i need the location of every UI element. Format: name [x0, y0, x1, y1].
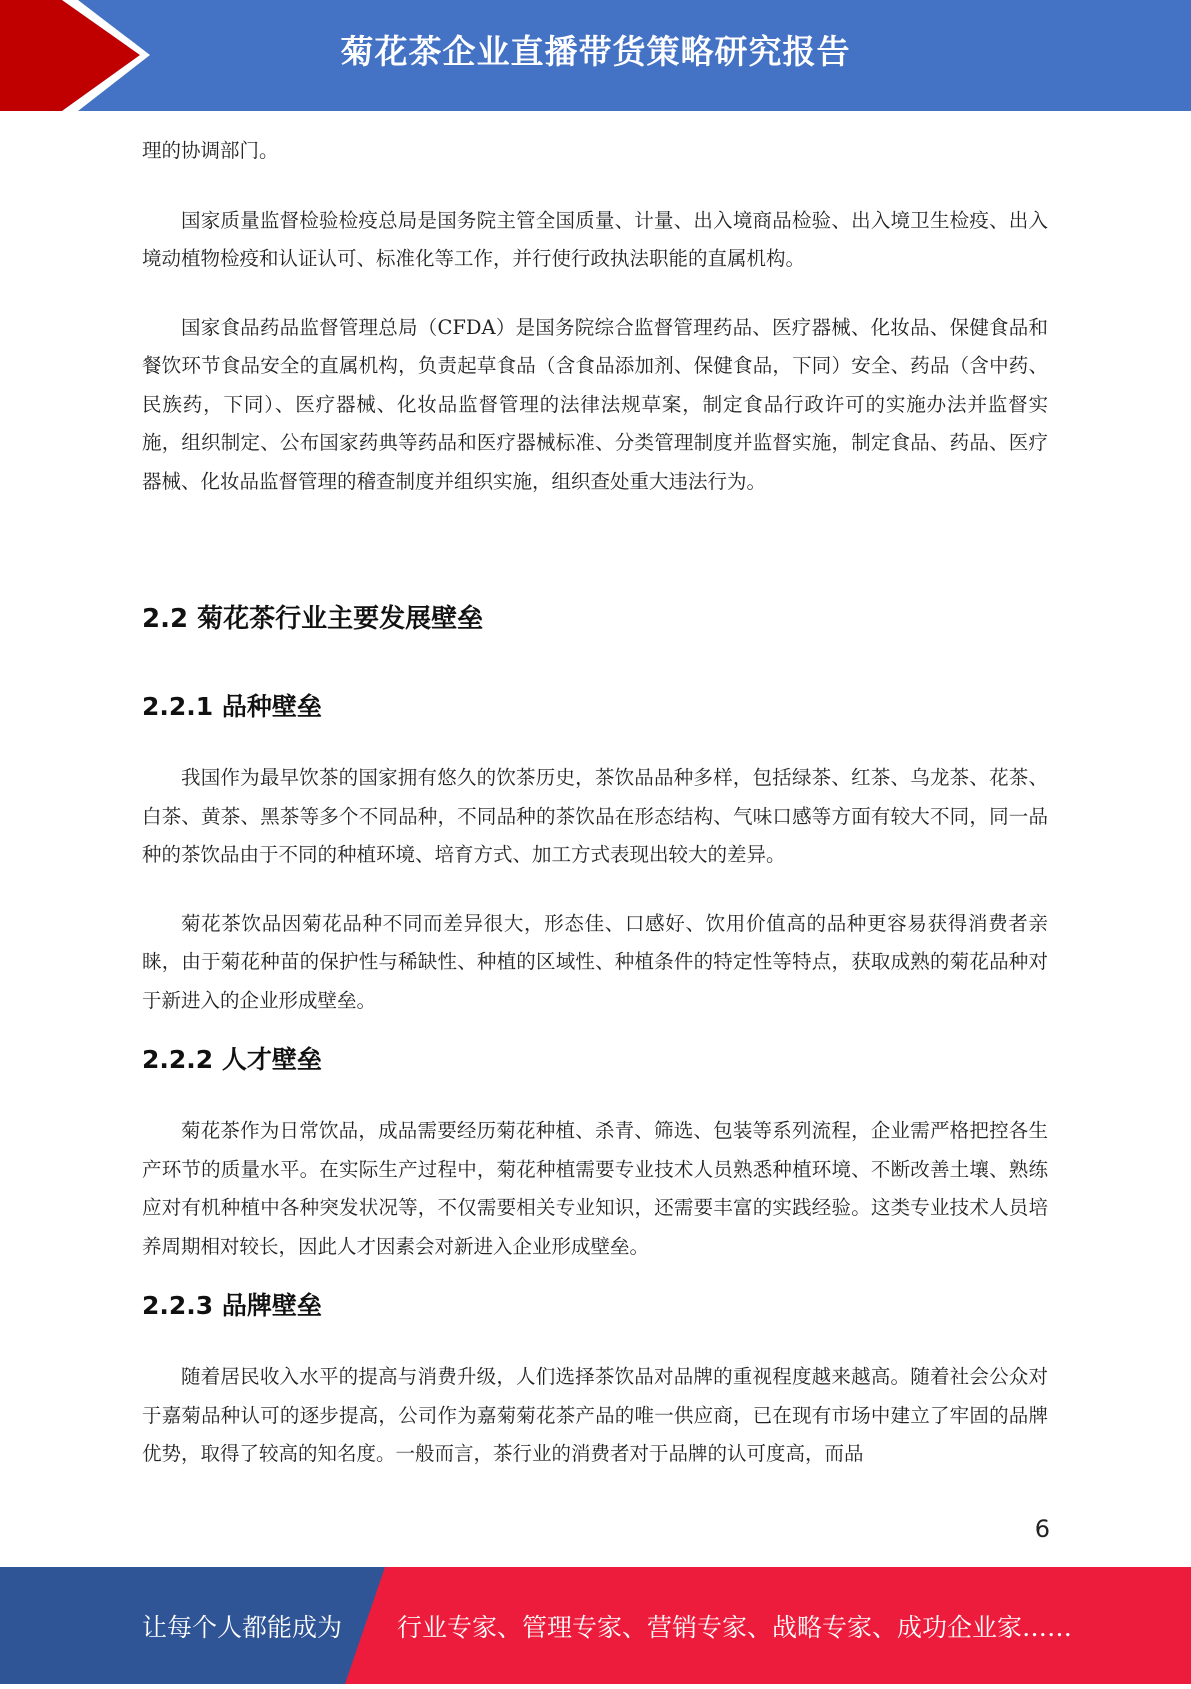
header-title: 菊花茶企业直播带货策略研究报告 [340, 32, 851, 71]
footer-slogan-left: 让每个人都能成为 [142, 1613, 343, 1642]
footer-slogan-right: 行业专家、管理专家、营销专家、战略专家、成功企业家…… [397, 1613, 1073, 1642]
paragraph-variety-1: 我国作为最早饮茶的国家拥有悠久的饮茶历史，茶饮品品种多样，包括绿茶、红茶、乌龙茶、花茶、白茶、黄茶、黑茶等多个不同品种，不同品种的茶饮品在形态结构、气味口感等方面有较大不同，同一品种的茶饮品由于不同的种植环境、培育方式、加工方式表现出较大的差异。 [142, 766, 1048, 866]
paragraph-cfda: 国家食品药品监督管理总局（CFDA）是国务院综合监督管理药品、医疗器械、化妆品、保健食品和餐饮环节食品安全的直属机构，负责起草食品（含食品添加剂、保健食品，下同）安全、药品（含中药、民族药，下同）、医疗器械、化妆品监督管理的法律法规草案，制定食品行政许可的实施办法并监督实施，组织制定、公布国家药典等药品和医疗器械标准、分类管理制度并监督实施，制定食品、药品、医疗器械、化妆品监督管理的稽查制度并组织实施，组织查处重大违法行为。 [142, 315, 1048, 493]
paragraph-talent: 菊花茶作为日常饮品，成品需要经历菊花种植、杀青、筛选、包装等系列流程，企业需严格把控各生产环节的质量水平。在实际生产过程中，菊花种植需要专业技术人员熟悉种植环境、不断改善土壤、熟练应对有机种植中各种突发状况等，不仅需要相关专业知识，还需要丰富的实践经验。这类专业技术人员培养周期相对较长，因此人才因素会对新进入企业形成壁垒。 [142, 1119, 1048, 1258]
page-number: 6 [1034, 1515, 1050, 1543]
paragraph-variety-2: 菊花茶饮品因菊花品种不同而差异很大，形态佳、口感好、饮用价值高的品种更容易获得消费者亲睐，由于菊花种苗的保护性与稀缺性、种植的区域性、种植条件的特定性等特点，获取成熟的菊花品种对于新进入的企业形成壁垒。 [142, 911, 1048, 1012]
paragraph-continued: 理的协调部门。 [142, 139, 279, 162]
section-heading-2-2: 2.2 菊花茶行业主要发展壁垒 [142, 604, 484, 634]
page-header [0, 0, 1191, 111]
paragraph-aqsiq: 国家质量监督检验检疫总局是国务院主管全国质量、计量、出入境商品检验、出入境卫生检疫、出入境动植物检疫和认证认可、标准化等工作，并行使行政执法职能的直属机构。 [142, 208, 1048, 270]
section-heading-2-2-2: 2.2.2 人才壁垒 [142, 1045, 322, 1074]
section-heading-2-2-3: 2.2.3 品牌壁垒 [142, 1291, 322, 1320]
page-content [142, 132, 1048, 1474]
paragraph-brand: 随着居民收入水平的提高与消费升级，人们选择茶饮品对品牌的重视程度越来越高。随着社会公众对于嘉菊品种认可的逐步提高，公司作为嘉菊菊花茶产品的唯一供应商，已在现有市场中建立了牢固的品牌优势，取得了较高的知名度。一般而言，茶行业的消费者对于品牌的认可度高，而品 [142, 1365, 1048, 1465]
page-footer [0, 1567, 1191, 1684]
section-heading-2-2-1: 2.2.1 品种壁垒 [142, 692, 322, 721]
